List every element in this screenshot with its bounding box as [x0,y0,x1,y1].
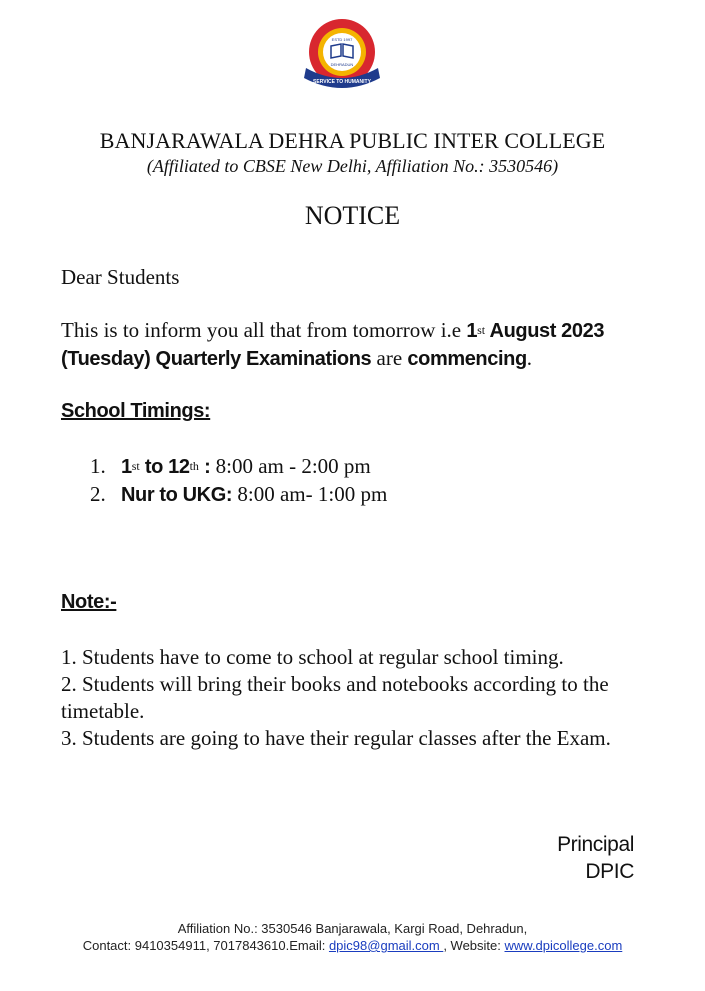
timings-list [90,453,387,509]
notes-list [61,644,661,752]
affiliation-line: (Affiliated to CBSE New Delhi, Affiliation No.: 3530546) [146,156,559,176]
note-item: 2. Students will bring their books and notebooks according to the timetable. [61,672,609,723]
exam-date-sup: st [477,323,486,337]
timing-label: Nur to UKG: [121,484,233,506]
footer-email-link[interactable]: dpic98@gmail.com [328,938,444,953]
intro-commencing: commencing [407,348,527,370]
timing-label-a-sup: st [131,459,140,473]
timing-label-b-sup: th [189,459,199,473]
logo-motto: SERVICE TO HUMANITY [313,79,371,85]
timing-item-nur-ukg [90,481,387,509]
logo-estd: ESTD 1997 [331,37,353,42]
greeting: Dear Students [61,265,180,289]
timing-item-1-12 [90,453,387,481]
timing-number: 2. [90,482,106,506]
footer-website-link[interactable]: www.dpicollege.com [504,938,623,953]
note-item: 1. Students have to come to school at regular school timing. [61,645,564,669]
note-item: 3. Students are going to have their regular classes after the Exam. [61,726,611,750]
timing-value: 8:00 am - 2:00 pm [210,454,371,478]
logo-city: DEHRADUN [330,62,354,67]
timing-label-mid: to 12 [139,456,190,478]
signature-org: DPIC [585,860,634,883]
intro-prefix: This is to inform you all that from tomorrow i.e [61,318,467,342]
note-heading: Note:- [61,591,117,613]
intro-mid: are [371,346,408,370]
exam-date-day: 1 [466,320,478,342]
school-timings-heading: School Timings: [61,400,211,422]
exam-date-rest: August 2023 (Tuesday) Quarterly Examinations [61,320,605,370]
footer-address: Affiliation No.: 3530546 Banjarawala, Kargi Road, Dehradun, [177,921,528,936]
signature-block [557,831,634,885]
footer-website-prefix: , Website: [443,938,505,953]
timing-number: 1. [90,454,106,478]
college-logo [300,14,384,98]
timing-label-a: 1 [121,456,132,478]
timing-label-end: : [198,456,211,478]
intro-end: . [526,346,533,370]
notice-title: NOTICE [304,201,401,230]
signature-title: Principal [557,833,634,856]
intro-paragraph [61,317,661,373]
footer-contact [0,937,705,954]
footer-contact-prefix: Contact: 9410354911, 7017843610.Email: [82,938,329,953]
college-name: BANJARAWALA DEHRA PUBLIC INTER COLLEGE [99,128,606,153]
timing-value: 8:00 am- 1:00 pm [232,482,388,506]
